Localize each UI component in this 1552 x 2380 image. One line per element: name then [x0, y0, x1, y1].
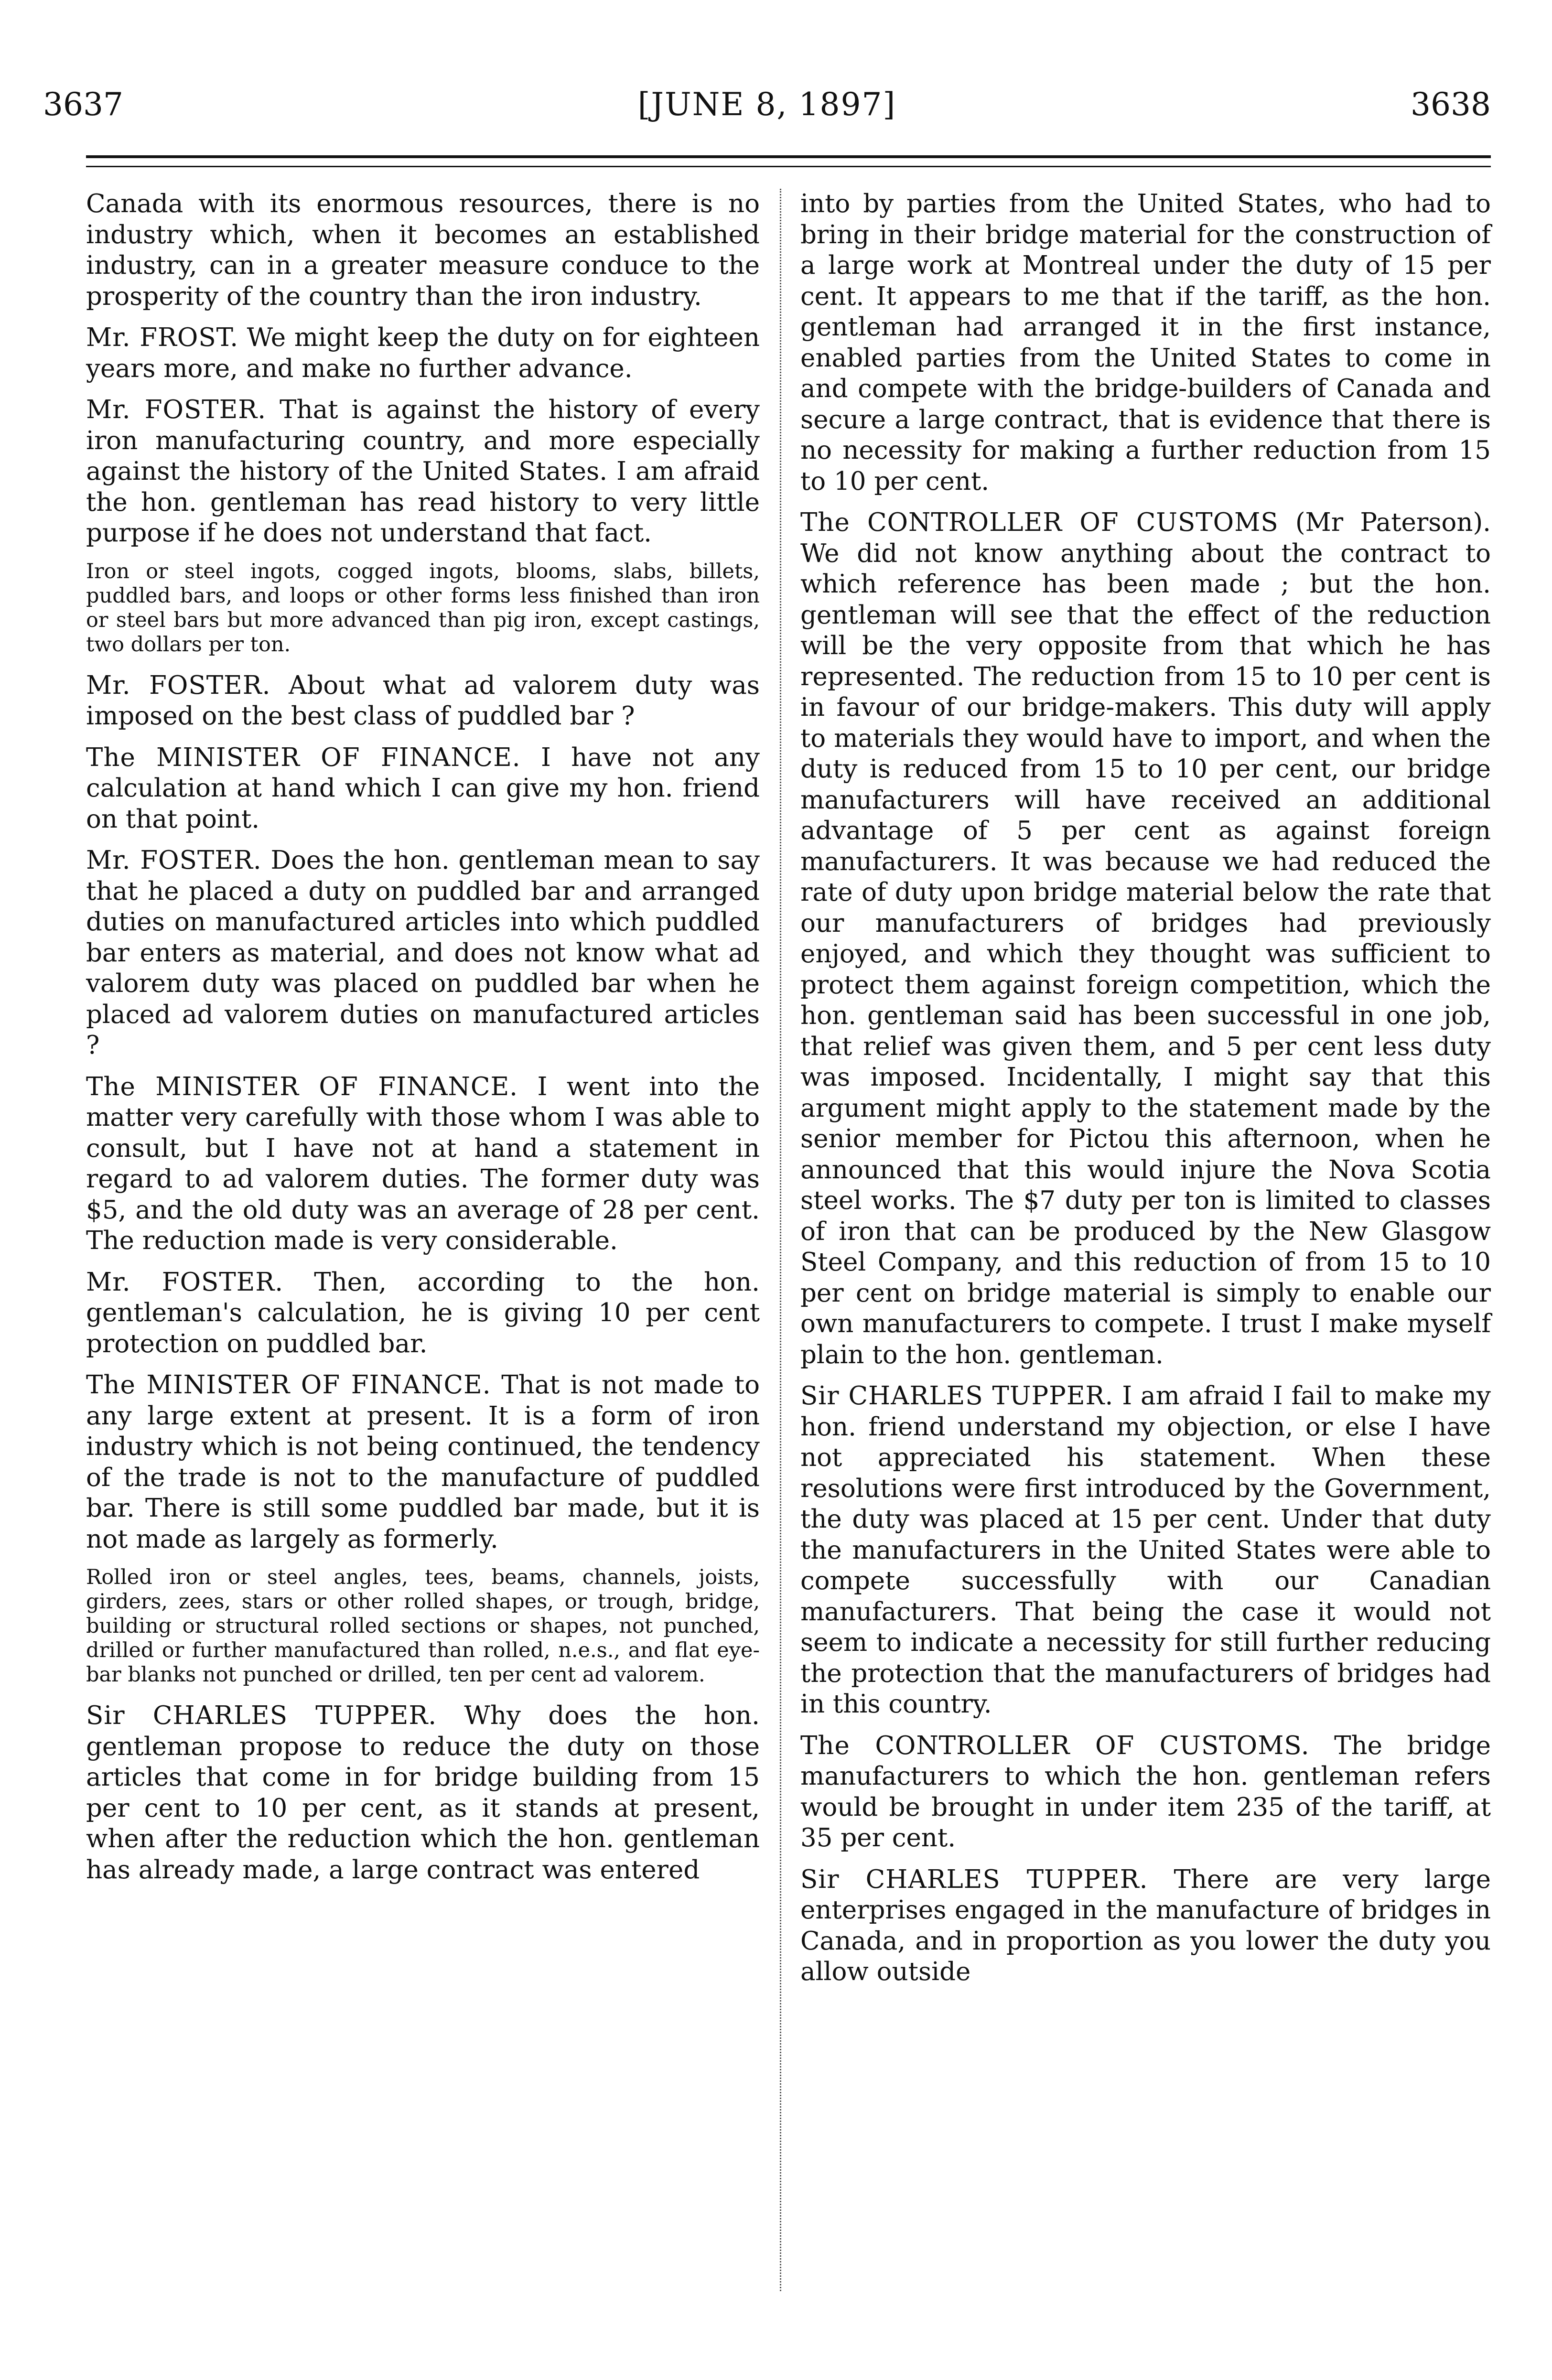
- paragraph-text: About what ad valorem duty was imposed on the best class of puddled bar ?: [86, 670, 760, 731]
- debate-paragraph: [86, 845, 760, 1061]
- speaker-name: Sir CHARLES TUPPER.: [800, 1381, 1114, 1411]
- right-page-number: 3638: [1411, 86, 1491, 123]
- debate-paragraph: [86, 1072, 760, 1257]
- tariff-item: [86, 560, 760, 657]
- debate-paragraph: [86, 743, 760, 835]
- debate-paragraph: [800, 189, 1491, 497]
- speaker-name: Mr. FROST.: [86, 323, 239, 352]
- debate-paragraph: [800, 1731, 1491, 1854]
- debate-paragraph: [86, 395, 760, 549]
- tariff-item: [86, 1565, 760, 1687]
- debate-paragraph: [800, 1381, 1491, 1720]
- header-rule: [86, 155, 1491, 158]
- paragraph-text: Does the hon. gentleman mean to say that he placed a duty on puddled bar and arranged duties on manufactured articles into which puddled bar enters as material, and does not know what ad valorem duty was placed on puddled bar when he placed ad valorem duties on manufactured articles ?: [86, 846, 760, 1060]
- speaker-name: Mr. FOSTER.: [86, 1267, 284, 1297]
- paragraph-text: The bridge manufacturers to which the hon. gentleman refers would be brought in under item 235 of the tariff, at 35 per cent.: [800, 1731, 1491, 1852]
- left-page-number: 3637: [43, 86, 123, 123]
- speaker-name: Sir CHARLES TUPPER.: [800, 1864, 1148, 1894]
- debate-paragraph: [86, 1267, 760, 1360]
- debate-paragraph: [86, 670, 760, 732]
- speaker-name: Mr. FOSTER.: [86, 670, 271, 700]
- paragraph-text: That is against the history of every iron manufacturing country, and more especially against the history of the United States. I am afraid the hon. gentleman has read history to very little purpose if he does not understand that fact.: [86, 395, 760, 548]
- header-rule-thin: [86, 166, 1491, 167]
- paragraph-text: That is not made to any large extent at present. It is a form of iron industry which is not being continued, the tendency of the trade is not to the manufacture of puddled bar. There is still some puddled bar made, but it is not made as largely as formerly.: [86, 1370, 760, 1554]
- paragraph-text: I have not any calculation at hand which I can give my hon. friend on that point.: [86, 743, 760, 834]
- speaker-name: The MINISTER OF FINANCE.: [86, 743, 521, 772]
- debate-paragraph: [800, 1864, 1491, 1988]
- page-date: [JUNE 8, 1897]: [637, 86, 896, 123]
- debate-paragraph: [86, 1370, 760, 1555]
- debate-paragraph: [800, 507, 1491, 1370]
- paragraph-text: We might keep the duty on for eighteen years more, and make no further advance.: [86, 323, 760, 383]
- speaker-name: Mr. FOSTER.: [86, 846, 262, 875]
- paragraph-text: into by parties from the United States, who had to bring in their bridge material for the construction of a large work at Montreal under the duty of 15 per cent. It appears to me that if the tariff, as the hon. gentleman had arranged it in the first instance, enabled parties from the United States to come in and compete with the bridge-builders of Canada and secure a large contract, that is evidence that there is no necessity for making a further reduction from 15 to 10 per cent.: [800, 189, 1491, 496]
- debate-paragraph: [86, 189, 760, 312]
- right-column: [800, 189, 1491, 1998]
- paragraph-text: Rolled iron or steel angles, tees, beams, channels, joists, girders, zees, stars or other rolled shapes, or trough, bridge, building or structural rolled sections or shapes, not punched, drilled or further manufactured than rolled, n.e.s., and flat eye-bar blanks not punched or drilled, ten per cent ad valorem.: [86, 1565, 760, 1687]
- speaker-name: The MINISTER OF FINANCE.: [86, 1370, 491, 1400]
- speaker-name: Mr. FOSTER.: [86, 395, 267, 424]
- speaker-name: The MINISTER OF FINANCE.: [86, 1072, 518, 1101]
- page-header: [43, 86, 1491, 134]
- paragraph-text: I am afraid I fail to make my hon. friend understand my objection, or else I have not appreciated his statement. When these resolutions were first introduced by the Government, the duty was placed at 15 per cent. Under that duty the manufacturers in the United States were able to compete successfully with our Canadian manufacturers. That being the case it would not seem to indicate a necessity for still further reducing the protection that the manufacturers of bridges had in this country.: [800, 1381, 1491, 1719]
- left-column: [86, 189, 760, 1896]
- paragraph-text: I went into the matter very carefully with those whom I was able to consult, but I have not at hand a statement in regard to ad valorem duties. The former duty was $5, and the old duty was an average of 28 per cent. The reduction made is very considerable.: [86, 1072, 760, 1255]
- paragraph-text: (Mr Paterson). We did not know anything about the contract to which reference has been made ; but the hon. gentleman will see that the effect of the reduction will be the very opposite from that which he has represented. The reduction from 15 to 10 per cent is in favour of our bridge-makers. This duty will apply to materials they would have to import, and when the duty is reduced from 15 to 10 per cent, our bridge manufacturers will have received an additional advantage of 5 per cent as against foreign manufacturers. It was because we had reduced the rate of duty upon bridge material below the rate that our manufacturers of bridges had previously enjoyed, and which they thought was sufficient to protect them against foreign competition, which the hon. gentleman said has been successful in one job, that relief was given them, and 5 per cent less duty was imposed. Incidentally, I might say that this argument might apply to the statement made by the senior member for Pictou this afternoon, when he announced that this would injure the Nova Scotia steel works. The $7 duty per ton is limited to classes of iron that can be produced by the New Glasgow Steel Company, and this reduction of from 15 to 10 per cent on bridge material is simply to enable our own manufacturers to compete. I trust I make myself plain to the hon. gentleman.: [800, 508, 1491, 1369]
- paragraph-text: Canada with its enormous resources, there is no industry which, when it becomes an established industry, can in a greater measure conduce to the prosperity of the country than the iron industry.: [86, 189, 760, 311]
- speaker-name: The CONTROLLER OF CUSTOMS: [800, 508, 1279, 537]
- debate-paragraph: [86, 1701, 760, 1885]
- speaker-name: The CONTROLLER OF CUSTOMS.: [800, 1731, 1310, 1760]
- speaker-name: Sir CHARLES TUPPER.: [86, 1701, 437, 1730]
- paragraph-text: There are very large enterprises engaged in the manufacture of bridges in Canada, and in proportion as you lower the duty you allow outside: [800, 1864, 1491, 1986]
- paragraph-text: Iron or steel ingots, cogged ingots, blooms, slabs, billets, puddled bars, and loops or other forms less finished than iron or steel bars but more advanced than pig iron, except castings, two dollars per ton.: [86, 559, 760, 657]
- debate-paragraph: [86, 323, 760, 384]
- paragraph-text: Why does the hon. gentleman propose to reduce the duty on those articles that come in for bridge building from 15 per cent to 10 per cent, as it stands at present, when after the reduction which the hon. gentleman has already made, a large contract was entered: [86, 1701, 760, 1885]
- paragraph-text: Then, according to the hon. gentleman's calculation, he is giving 10 per cent protection on puddled bar.: [86, 1267, 760, 1358]
- column-divider: [780, 189, 782, 2291]
